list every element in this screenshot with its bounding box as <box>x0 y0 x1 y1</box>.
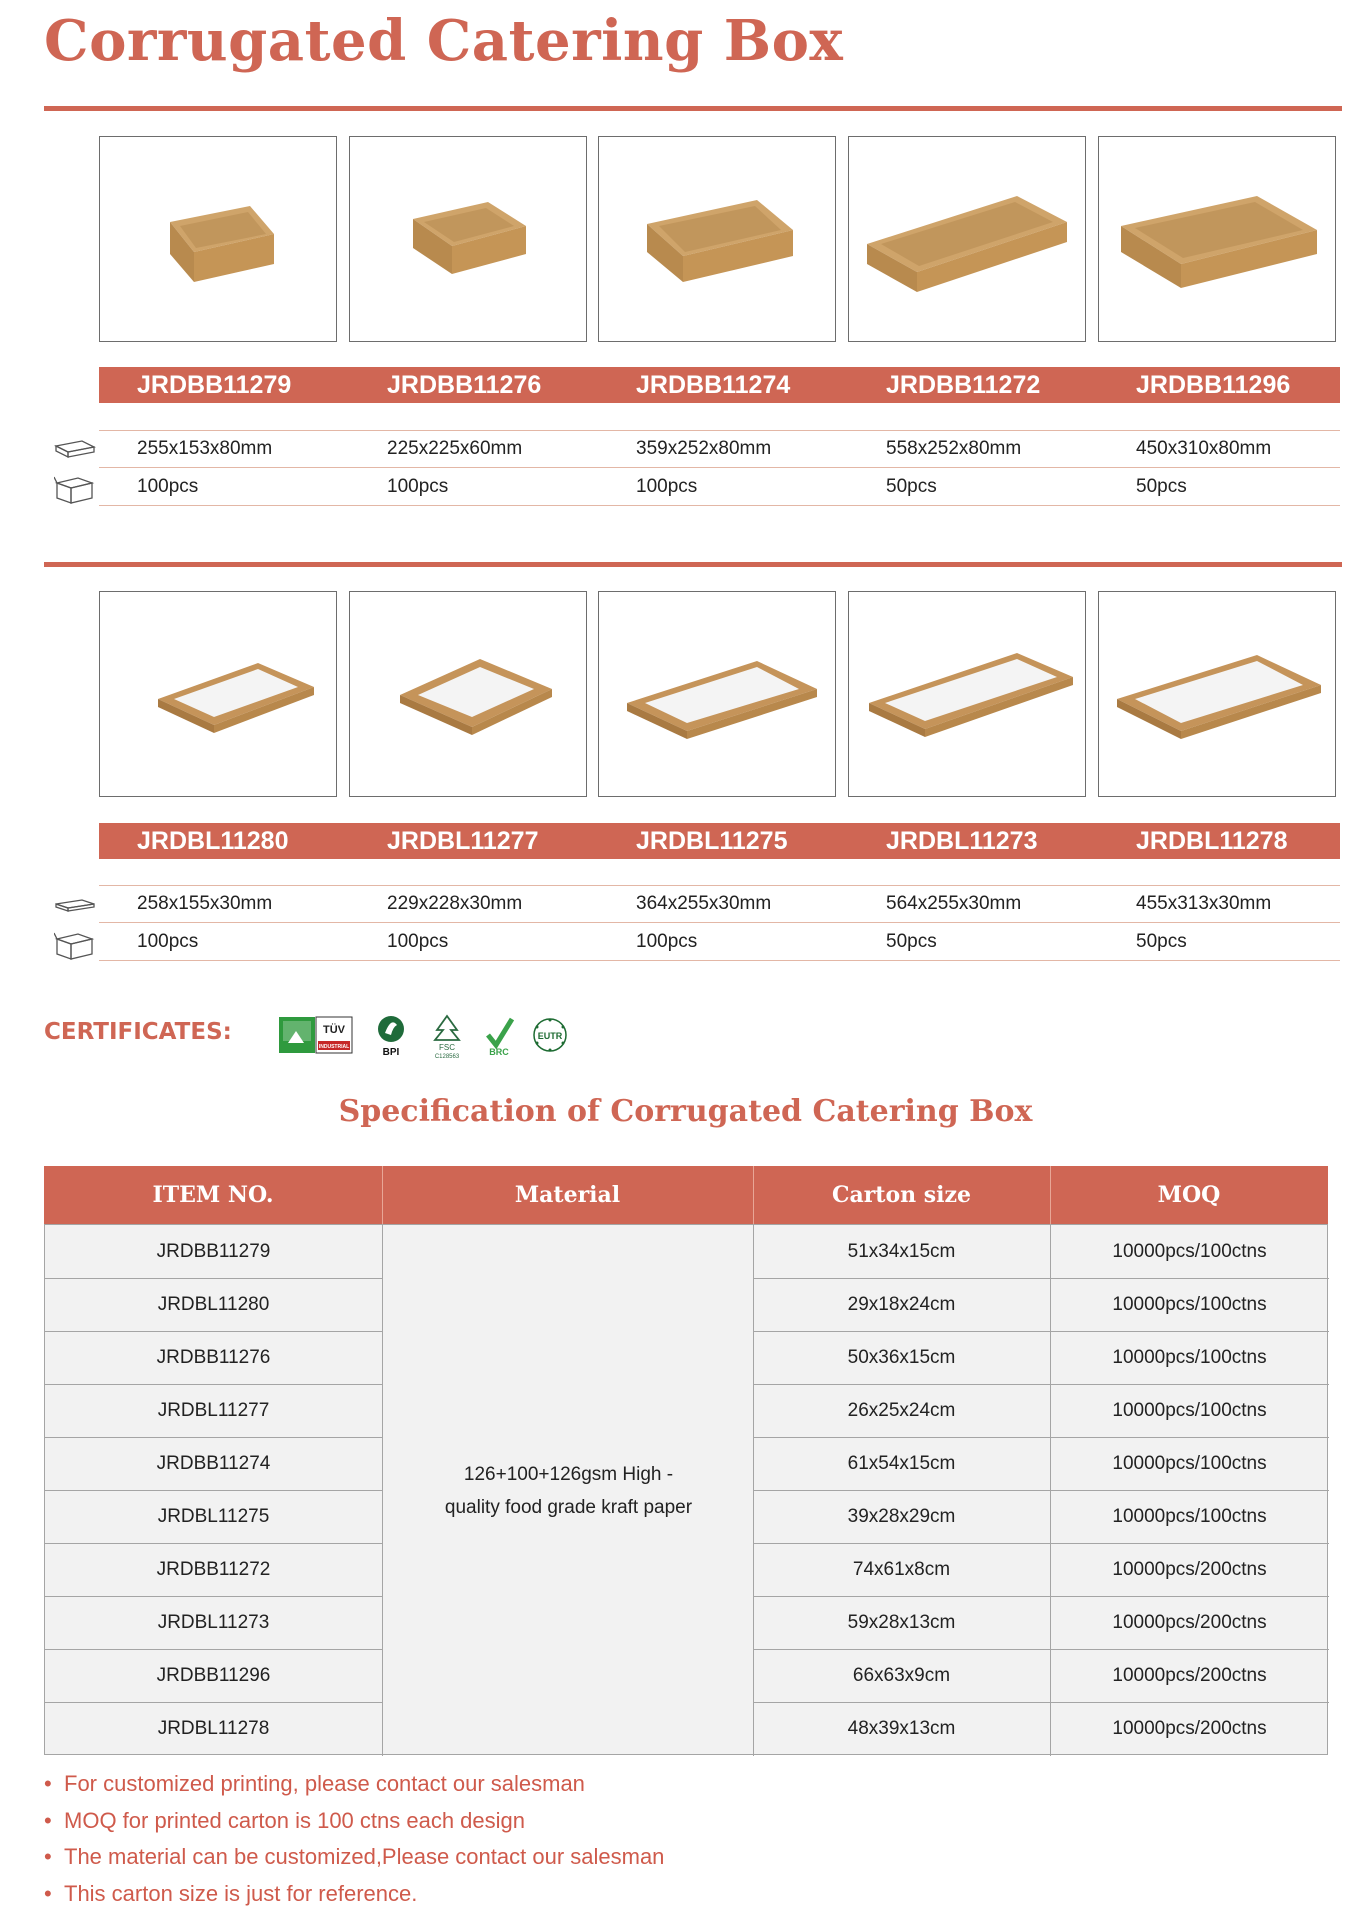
product-image-box-1 <box>99 136 337 342</box>
table-body <box>44 1224 1328 1755</box>
material-line-1: 126+100+126gsm High - <box>463 1463 674 1485</box>
product-image-lid-5 <box>1098 591 1336 797</box>
fsc-code-text: C128563 <box>434 1054 460 1059</box>
header-item-no: ITEM NO. <box>152 1182 274 1208</box>
pack-quantity: 50pcs <box>1136 931 1187 952</box>
box-size: 558x252x80mm <box>886 438 1022 459</box>
moq-cell: 10000pcs/200ctns <box>1112 1718 1267 1739</box>
pack-quantity: 100pcs <box>636 931 698 952</box>
eutr-logo <box>530 1013 570 1059</box>
divider <box>99 960 1340 961</box>
product-code: JRDBB11272 <box>886 371 1041 399</box>
note-item: • MOQ for printed carton is 100 ctns each design <box>44 1803 664 1840</box>
carton-size-cell: 48x39x13cm <box>847 1718 956 1739</box>
item-no-cell: JRDBB11272 <box>156 1559 271 1580</box>
lid-size: 564x255x30mm <box>886 893 1022 914</box>
certificates-label: CERTIFICATES: <box>44 1019 232 1045</box>
item-no-cell: JRDBB11274 <box>156 1453 271 1474</box>
moq-cell: 10000pcs/200ctns <box>1112 1559 1267 1580</box>
carton-size-cell: 39x28x29cm <box>847 1506 956 1527</box>
item-no-cell: JRDBL11273 <box>157 1612 270 1633</box>
product-image-lid-4 <box>848 591 1086 797</box>
box-size: 359x252x80mm <box>636 438 772 459</box>
moq-cell: 10000pcs/100ctns <box>1112 1506 1267 1527</box>
item-no-cell: JRDBL11280 <box>157 1294 270 1315</box>
section-divider <box>44 562 1342 567</box>
divider <box>99 430 1340 431</box>
brc-text: BRC <box>489 1047 509 1057</box>
item-no-cell: JRDBB11279 <box>156 1241 271 1262</box>
bpi-logo <box>374 1013 408 1059</box>
divider <box>99 885 1340 886</box>
moq-cell: 10000pcs/100ctns <box>1112 1294 1267 1315</box>
carton-size-cell: 66x63x9cm <box>852 1665 951 1686</box>
divider <box>99 505 1340 506</box>
carton-size-cell: 74x61x8cm <box>852 1559 951 1580</box>
moq-cell: 10000pcs/100ctns <box>1112 1347 1267 1368</box>
box-size-icon <box>54 438 96 460</box>
divider <box>99 467 1340 468</box>
product-image-box-3 <box>598 136 836 342</box>
header-material: Material <box>514 1182 621 1208</box>
product-code: JRDBB11279 <box>137 371 292 399</box>
industrial-text: INDUSTRIAL <box>318 1044 350 1050</box>
eutr-text: EUTR <box>537 1031 563 1041</box>
product-code-bar-1 <box>99 367 1340 403</box>
carton-size-cell: 26x25x24cm <box>847 1400 956 1421</box>
note-item: • The material can be customized,Please contact our salesman <box>44 1839 664 1876</box>
brc-logo <box>484 1013 514 1059</box>
product-code: JRDBB11296 <box>1136 371 1291 399</box>
lid-size: 229x228x30mm <box>387 893 523 914</box>
carton-size-cell: 29x18x24cm <box>847 1294 956 1315</box>
ok-compost-tuv-logo <box>278 1013 354 1059</box>
pack-quantity: 100pcs <box>137 476 199 497</box>
fsc-logo <box>430 1013 464 1059</box>
product-code-bar-2 <box>99 823 1340 859</box>
product-image-box-5 <box>1098 136 1336 342</box>
moq-cell: 10000pcs/100ctns <box>1112 1241 1267 1262</box>
product-image-lid-1 <box>99 591 337 797</box>
pack-quantity: 50pcs <box>886 931 937 952</box>
carton-size-cell: 51x34x15cm <box>847 1241 956 1262</box>
note-item: • For customized printing, please contact our salesman <box>44 1766 664 1803</box>
bpi-text: BPI <box>382 1047 400 1058</box>
moq-cell: 10000pcs/200ctns <box>1112 1612 1267 1633</box>
pack-quantity: 100pcs <box>636 476 698 497</box>
material-line-2: quality food grade kraft paper <box>444 1496 693 1518</box>
specification-title: Specification of Corrugated Catering Box <box>338 1094 1033 1129</box>
carton-size-cell: 50x36x15cm <box>847 1347 956 1368</box>
carton-size-cell: 59x28x13cm <box>847 1612 956 1633</box>
item-no-cell: JRDBL11278 <box>157 1718 270 1739</box>
carton-icon <box>54 473 96 505</box>
page-title: Corrugated Catering Box <box>44 8 844 74</box>
product-code: JRDBL11277 <box>387 827 539 855</box>
lid-size: 455x313x30mm <box>1136 893 1272 914</box>
header-carton-size: Carton size <box>831 1182 972 1208</box>
divider <box>99 922 1340 923</box>
note-item: • This carton size is just for reference. <box>44 1876 664 1913</box>
carton-size-cell: 61x54x15cm <box>847 1453 956 1474</box>
notes-list <box>44 1766 664 1912</box>
lid-size-icon <box>54 898 96 914</box>
moq-cell: 10000pcs/200ctns <box>1112 1665 1267 1686</box>
pack-quantity: 100pcs <box>387 476 449 497</box>
fsc-text: FSC <box>439 1043 455 1052</box>
box-size: 255x153x80mm <box>137 438 273 459</box>
box-size: 450x310x80mm <box>1136 438 1272 459</box>
product-code: JRDBL11280 <box>137 827 289 855</box>
box-size: 225x225x60mm <box>387 438 523 459</box>
material-cell <box>383 1225 754 1756</box>
moq-cell: 10000pcs/100ctns <box>1112 1400 1267 1421</box>
item-no-cell: JRDBB11276 <box>156 1347 271 1368</box>
product-code: JRDBL11278 <box>1136 827 1288 855</box>
header-moq: MOQ <box>1157 1182 1221 1208</box>
product-code: JRDBB11274 <box>636 371 791 399</box>
pack-quantity: 100pcs <box>387 931 449 952</box>
item-no-cell: JRDBL11275 <box>157 1506 270 1527</box>
product-image-lid-2 <box>349 591 587 797</box>
product-code: JRDBL11273 <box>886 827 1038 855</box>
lid-size: 258x155x30mm <box>137 893 273 914</box>
product-image-box-4 <box>848 136 1086 342</box>
pack-quantity: 100pcs <box>137 931 199 952</box>
product-code: JRDBB11276 <box>387 371 542 399</box>
table-header <box>44 1166 1328 1224</box>
item-no-cell: JRDBB11296 <box>156 1665 271 1686</box>
top-divider <box>44 106 1342 111</box>
pack-quantity: 50pcs <box>1136 476 1187 497</box>
item-no-cell: JRDBL11277 <box>157 1400 270 1421</box>
product-image-box-2 <box>349 136 587 342</box>
product-image-lid-3 <box>598 591 836 797</box>
tuv-text: TÜV <box>323 1024 345 1036</box>
moq-cell: 10000pcs/100ctns <box>1112 1453 1267 1474</box>
lid-size: 364x255x30mm <box>636 893 772 914</box>
product-code: JRDBL11275 <box>636 827 788 855</box>
pack-quantity: 50pcs <box>886 476 937 497</box>
carton-icon <box>54 929 96 961</box>
